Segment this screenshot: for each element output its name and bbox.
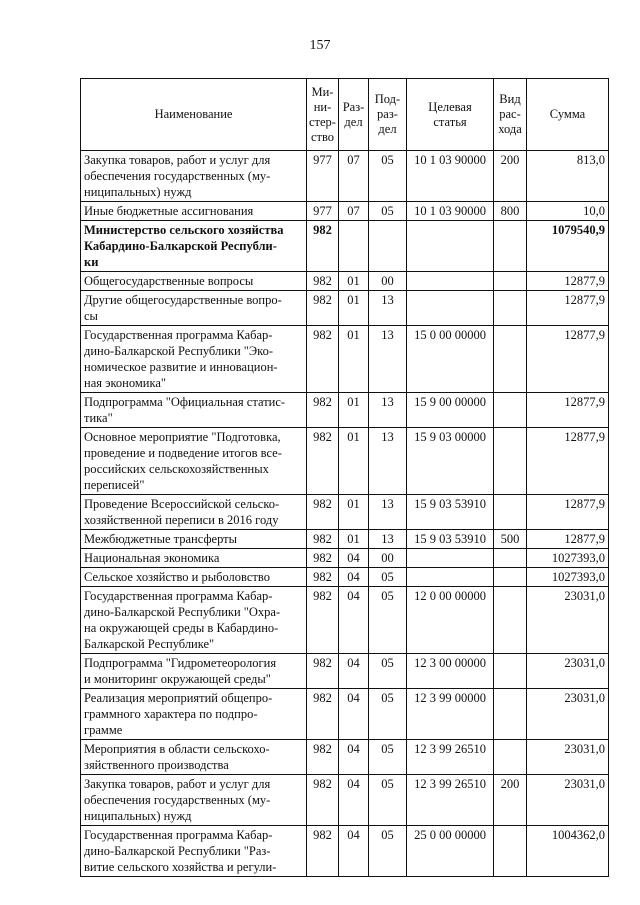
cell-expense-type (494, 326, 527, 393)
cell-subsection: 05 (369, 775, 407, 826)
table-header-row (81, 79, 609, 151)
cell-section: 04 (339, 654, 369, 689)
cell-expense-type: 800 (494, 202, 527, 221)
cell-target: 25 0 00 00000 (407, 826, 494, 877)
cell-expense-type (494, 689, 527, 740)
cell-ministry: 982 (307, 568, 339, 587)
cell-ministry: 982 (307, 221, 339, 272)
cell-ministry: 982 (307, 291, 339, 326)
cell-expense-type (494, 428, 527, 495)
cell-amount: 12877,9 (527, 495, 609, 530)
cell-target (407, 221, 494, 272)
cell-amount: 23031,0 (527, 587, 609, 654)
cell-subsection: 13 (369, 428, 407, 495)
cell-subsection: 05 (369, 568, 407, 587)
cell-section: 04 (339, 826, 369, 877)
cell-name: Общегосударственные вопросы (81, 272, 307, 291)
cell-name: Реализация мероприятий общепро- граммного характера по подпро- грамме (81, 689, 307, 740)
cell-section: 04 (339, 689, 369, 740)
cell-amount: 12877,9 (527, 530, 609, 549)
cell-name: Сельское хозяйство и рыболовство (81, 568, 307, 587)
cell-amount: 12877,9 (527, 326, 609, 393)
cell-section: 01 (339, 428, 369, 495)
table-row (81, 568, 609, 587)
cell-ministry: 982 (307, 587, 339, 654)
cell-section: 01 (339, 495, 369, 530)
header-section: Раз- дел (339, 79, 369, 151)
cell-name: Основное мероприятие "Подготовка, проведение и подведение итогов все- российских сельскохозяйственных переписей" (81, 428, 307, 495)
cell-expense-type (494, 393, 527, 428)
cell-section: 01 (339, 530, 369, 549)
cell-section: 04 (339, 775, 369, 826)
cell-ministry: 982 (307, 393, 339, 428)
cell-ministry: 982 (307, 654, 339, 689)
cell-expense-type (494, 272, 527, 291)
cell-name: Проведение Всероссийской сельско- хозяйственной переписи в 2016 году (81, 495, 307, 530)
table-row (81, 326, 609, 393)
table-row (81, 689, 609, 740)
cell-amount: 12877,9 (527, 272, 609, 291)
cell-target: 15 0 00 00000 (407, 326, 494, 393)
table-row (81, 530, 609, 549)
cell-expense-type (494, 587, 527, 654)
cell-subsection: 05 (369, 151, 407, 202)
header-target: Целевая статья (407, 79, 494, 151)
cell-target: 15 9 00 00000 (407, 393, 494, 428)
cell-name: Мероприятия в области сельскохо- зяйственного производства (81, 740, 307, 775)
cell-subsection: 05 (369, 654, 407, 689)
cell-name: Закупка товаров, работ и услуг для обеспечения государственных (му- ниципальных) нужд (81, 775, 307, 826)
table-row (81, 826, 609, 877)
cell-section: 07 (339, 202, 369, 221)
header-ministry: Ми- ни- стер- ство (307, 79, 339, 151)
cell-expense-type (494, 826, 527, 877)
cell-section: 01 (339, 326, 369, 393)
cell-target: 15 9 03 00000 (407, 428, 494, 495)
cell-section: 01 (339, 393, 369, 428)
cell-section: 04 (339, 587, 369, 654)
cell-subsection: 13 (369, 495, 407, 530)
cell-expense-type (494, 291, 527, 326)
cell-target: 12 0 00 00000 (407, 587, 494, 654)
cell-name: Государственная программа Кабар- дино-Балкарской Республики "Эко- номическое развитие и инновацион- ная экономика" (81, 326, 307, 393)
table-row (81, 740, 609, 775)
cell-target (407, 272, 494, 291)
cell-amount: 12877,9 (527, 291, 609, 326)
cell-target (407, 549, 494, 568)
cell-target: 12 3 99 26510 (407, 775, 494, 826)
header-expense-type: Вид рас- хода (494, 79, 527, 151)
cell-amount: 1027393,0 (527, 549, 609, 568)
cell-subsection: 13 (369, 326, 407, 393)
table-row (81, 393, 609, 428)
cell-expense-type (494, 654, 527, 689)
cell-section: 01 (339, 291, 369, 326)
header-name: Наименование (81, 79, 307, 151)
table-row (81, 549, 609, 568)
cell-subsection: 13 (369, 530, 407, 549)
table-row (81, 587, 609, 654)
cell-subsection: 05 (369, 202, 407, 221)
cell-subsection: 05 (369, 826, 407, 877)
cell-ministry: 982 (307, 689, 339, 740)
cell-name: Министерство сельского хозяйства Кабардино-Балкарской Республи- ки (81, 221, 307, 272)
cell-subsection: 00 (369, 272, 407, 291)
cell-amount: 10,0 (527, 202, 609, 221)
cell-ministry: 982 (307, 775, 339, 826)
cell-section: 07 (339, 151, 369, 202)
table-row (81, 202, 609, 221)
cell-amount: 1027393,0 (527, 568, 609, 587)
header-subsection: Под- раз- дел (369, 79, 407, 151)
cell-expense-type: 200 (494, 151, 527, 202)
budget-table (80, 78, 609, 877)
cell-amount: 23031,0 (527, 689, 609, 740)
cell-name: Иные бюджетные ассигнования (81, 202, 307, 221)
cell-subsection: 00 (369, 549, 407, 568)
cell-target (407, 568, 494, 587)
cell-ministry: 982 (307, 495, 339, 530)
cell-expense-type (494, 221, 527, 272)
cell-target: 10 1 03 90000 (407, 151, 494, 202)
cell-ministry: 977 (307, 151, 339, 202)
table-row (81, 221, 609, 272)
cell-subsection: 05 (369, 689, 407, 740)
cell-amount: 1079540,9 (527, 221, 609, 272)
cell-amount: 1004362,0 (527, 826, 609, 877)
table-row (81, 428, 609, 495)
table-row (81, 151, 609, 202)
cell-name: Подпрограмма "Гидрометеорология и мониторинг окружающей среды" (81, 654, 307, 689)
cell-section: 04 (339, 568, 369, 587)
cell-subsection: 13 (369, 393, 407, 428)
cell-ministry: 982 (307, 826, 339, 877)
cell-target: 12 3 99 26510 (407, 740, 494, 775)
cell-ministry: 977 (307, 202, 339, 221)
table-row (81, 654, 609, 689)
cell-name: Национальная экономика (81, 549, 307, 568)
cell-name: Закупка товаров, работ и услуг для обеспечения государственных (му- ниципальных) нужд (81, 151, 307, 202)
table-row (81, 272, 609, 291)
cell-amount: 23031,0 (527, 775, 609, 826)
cell-ministry: 982 (307, 740, 339, 775)
cell-target: 10 1 03 90000 (407, 202, 494, 221)
cell-expense-type (494, 495, 527, 530)
cell-amount: 12877,9 (527, 428, 609, 495)
cell-name: Межбюджетные трансферты (81, 530, 307, 549)
cell-ministry: 982 (307, 272, 339, 291)
table-row (81, 495, 609, 530)
cell-target: 15 9 03 53910 (407, 495, 494, 530)
cell-expense-type: 500 (494, 530, 527, 549)
cell-name: Государственная программа Кабар- дино-Балкарской Республики "Охра- на окружающей среды в Кабардино- Балкарской Республике" (81, 587, 307, 654)
cell-expense-type (494, 740, 527, 775)
cell-amount: 23031,0 (527, 740, 609, 775)
cell-target: 12 3 99 00000 (407, 689, 494, 740)
cell-subsection: 13 (369, 291, 407, 326)
cell-ministry: 982 (307, 428, 339, 495)
page-number: 157 (309, 38, 331, 53)
cell-subsection: 05 (369, 587, 407, 654)
cell-expense-type: 200 (494, 775, 527, 826)
cell-name: Подпрограмма "Официальная статис- тика" (81, 393, 307, 428)
cell-subsection (369, 221, 407, 272)
cell-ministry: 982 (307, 326, 339, 393)
cell-target (407, 291, 494, 326)
cell-expense-type (494, 549, 527, 568)
cell-target: 15 9 03 53910 (407, 530, 494, 549)
cell-amount: 12877,9 (527, 393, 609, 428)
cell-name: Другие общегосударственные вопро- сы (81, 291, 307, 326)
table-row (81, 775, 609, 826)
cell-name: Государственная программа Кабар- дино-Балкарской Республики "Раз- витие сельского хозяйства и регули- (81, 826, 307, 877)
cell-amount: 813,0 (527, 151, 609, 202)
cell-amount: 23031,0 (527, 654, 609, 689)
cell-target: 12 3 00 00000 (407, 654, 494, 689)
header-amount: Сумма (527, 79, 609, 151)
cell-section: 01 (339, 272, 369, 291)
cell-section (339, 221, 369, 272)
cell-ministry: 982 (307, 530, 339, 549)
cell-ministry: 982 (307, 549, 339, 568)
cell-expense-type (494, 568, 527, 587)
cell-subsection: 05 (369, 740, 407, 775)
table-row (81, 291, 609, 326)
cell-section: 04 (339, 740, 369, 775)
cell-section: 04 (339, 549, 369, 568)
